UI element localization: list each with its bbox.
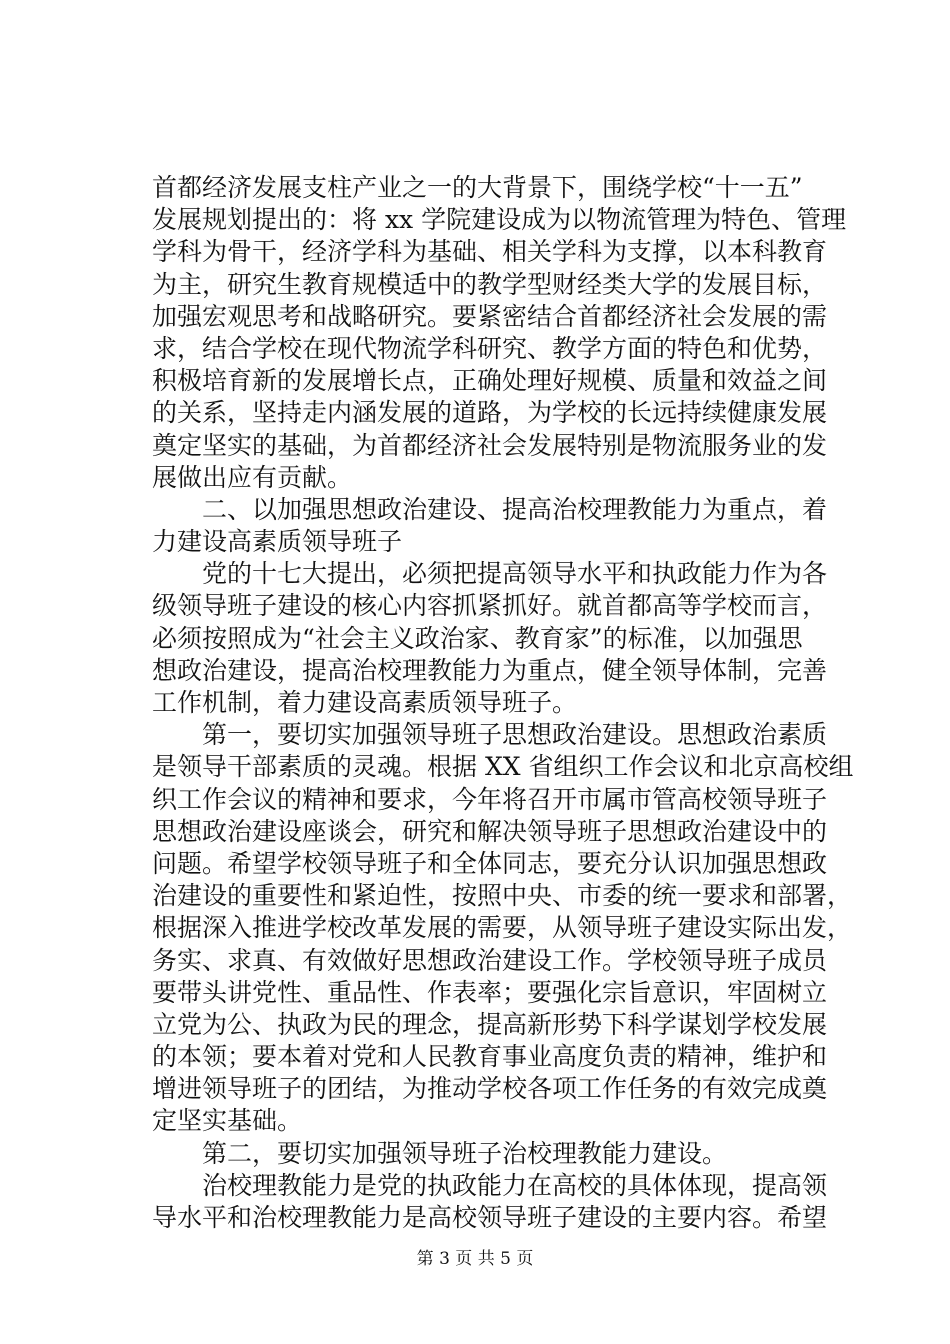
text-line: 工作机制，着力建设高素质领导班子。	[152, 688, 578, 717]
text-line: 治建设的重要性和紧迫性，按照中央、市委的统一要求和部署，	[152, 881, 853, 911]
text-line: 第一，要切实加强领导班子思想政治建设。思想政治素质	[202, 720, 828, 750]
text-line: 织工作会议的精神和要求，今年将召开市属市管高校领导班子	[152, 784, 828, 814]
text-line: 是领导干部素质的灵魂。根据 XX 省组织工作会议和北京高校组	[152, 752, 854, 782]
text-line: 根据深入推进学校改革发展的需要，从领导班子建设实际出发，	[152, 913, 853, 943]
document-body	[152, 172, 854, 1234]
section-heading-line: 二、以加强思想政治建设、提高治校理教能力为重点，着	[202, 494, 828, 524]
page-number-footer: 第 3 页 共 5 页	[416, 1249, 534, 1269]
text-line: 必须按照成为“社会主义政治家、教育家”的标准，以加强思	[152, 623, 803, 653]
text-line: 的本领；要本着对党和人民教育事业高度负责的精神，维护和	[152, 1042, 828, 1072]
text-line: 学科为骨干，经济学科为基础、相关学科为支撑，以本科教育	[152, 237, 828, 267]
text-line: 的关系，坚持走内涵发展的道路，为学校的长远持续健康发展	[152, 398, 828, 428]
text-line: 要带头讲党性、重品性、作表率；要强化宗旨意识，牢固树立	[152, 977, 828, 1007]
text-line: 求，结合学校在现代物流学科研究、教学方面的特色和优势，	[152, 333, 828, 363]
text-line: 党的十七大提出，必须把提高领导水平和执政能力作为各	[202, 559, 828, 589]
text-line: 立党为公、执政为民的理念，提高新形势下科学谋划学校发展	[152, 1009, 828, 1039]
text-line: 问题。希望学校领导班子和全体同志，要充分认识加强思想政	[152, 848, 828, 878]
text-line: 加强宏观思考和战略研究。要紧密结合首都经济社会发展的需	[152, 301, 828, 331]
text-line: 首都经济发展支柱产业之一的大背景下，围绕学校“十一五”	[152, 173, 803, 202]
text-line: 治校理教能力是党的执政能力在高校的具体体现，提高领	[202, 1170, 828, 1200]
text-line: 务实、求真、有效做好思想政治建设工作。学校领导班子成员	[152, 945, 828, 975]
text-line: 为主，研究生教育规模适中的教学型财经类大学的发展目标，	[152, 269, 828, 299]
text-line: 奠定坚实的基础，为首都经济社会发展特别是物流服务业的发	[152, 430, 828, 460]
text-line: 发展规划提出的：将 xx 学院建设成为以物流管理为特色、管理	[152, 205, 847, 235]
text-line: 积极培育新的发展增长点，正确处理好规模、质量和效益之间	[152, 366, 828, 396]
section-heading-line: 力建设高素质领导班子	[152, 527, 403, 557]
text-line: 思想政治建设座谈会，研究和解决领导班子思想政治建设中的	[152, 816, 828, 846]
text-line: 增进领导班子的团结，为推动学校各项工作任务的有效完成奠	[152, 1074, 828, 1104]
text-line: 第二，要切实加强领导班子治校理教能力建设。	[202, 1138, 728, 1168]
text-line: 想政治建设，提高治校理教能力为重点，健全领导体制，完善	[152, 655, 828, 685]
text-line: 展做出应有贡献。	[152, 462, 353, 492]
text-line: 导水平和治校理教能力是高校领导班子建设的主要内容。希望	[152, 1203, 828, 1232]
text-line: 定坚实基础。	[152, 1106, 303, 1136]
text-line: 级领导班子建设的核心内容抓紧抓好。就首都高等学校而言，	[152, 591, 828, 621]
